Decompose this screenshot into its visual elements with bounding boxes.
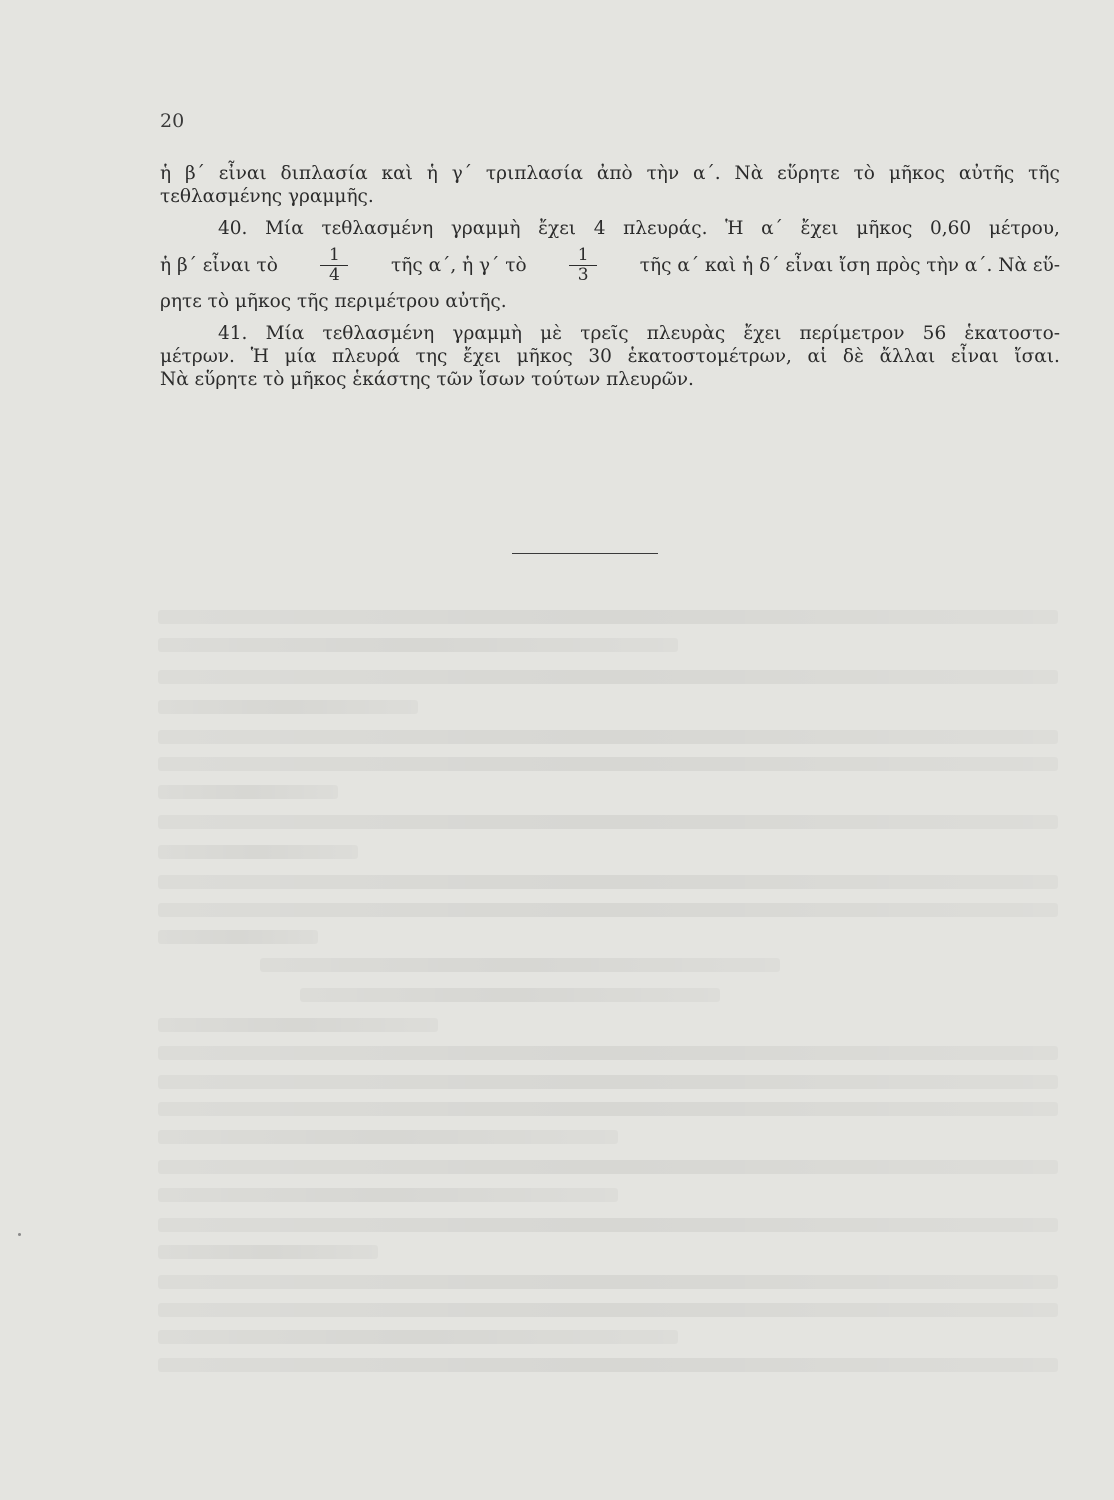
word: 4 — [593, 218, 606, 239]
word: ἔχει — [743, 323, 782, 344]
word: τὴν — [646, 163, 680, 184]
bleed-through-line — [158, 757, 1058, 771]
word: τρεῖς — [580, 323, 629, 344]
word: 56 — [922, 323, 947, 344]
word: πλευρὰς — [646, 323, 726, 344]
word: πλευρά — [331, 346, 401, 367]
word: αἱ — [807, 346, 828, 367]
bleed-through-line — [158, 1330, 678, 1344]
word: ἡ — [160, 163, 172, 184]
bleed-through-line — [158, 1160, 1058, 1174]
exercise-40-line-1 — [160, 217, 1060, 240]
line-segment: τῆς α΄, ἡ γ΄ τὸ — [391, 254, 527, 276]
word: τεθλασμένη — [321, 218, 434, 239]
bleed-through-line — [260, 958, 780, 972]
exercise-41-line-3 — [160, 368, 1060, 391]
bleed-through-line — [158, 1358, 1058, 1372]
bleed-through-line — [158, 1018, 438, 1032]
fraction-numerator: 1 — [577, 244, 589, 265]
bleed-through-line — [300, 988, 720, 1002]
word: γραμμὴ — [450, 218, 521, 239]
word: τὸ — [853, 163, 875, 184]
bleed-through-line — [158, 875, 1058, 889]
word: μέτρων. — [160, 346, 235, 367]
bleed-through-line — [158, 930, 318, 944]
bleed-through-line — [158, 700, 418, 714]
bleed-through-line — [158, 1102, 1058, 1116]
bleed-through-line — [158, 845, 358, 859]
word: τριπλασία — [485, 163, 584, 184]
word: μῆκος — [856, 218, 913, 239]
bleed-through-line — [158, 1188, 618, 1202]
bleed-through-line — [158, 638, 678, 652]
fraction-denominator: 3 — [577, 264, 589, 285]
line-text: ρητε τὸ μῆκος τῆς περιμέτρου αὐτῆς. — [160, 291, 507, 312]
word: Ἡ — [250, 346, 269, 367]
word: αὐτῆς — [958, 163, 1015, 184]
exercise-text — [160, 162, 1060, 391]
bleed-through-line — [158, 1245, 378, 1259]
word: Ἡ — [725, 218, 744, 239]
text-line-1 — [160, 162, 1060, 185]
bleed-through-line — [158, 730, 1058, 744]
fraction-numerator: 1 — [329, 244, 340, 265]
word: 30 — [588, 346, 612, 367]
bleed-through-line — [158, 1275, 1058, 1289]
exercise-40-line-2 — [160, 240, 1060, 290]
word: γραμμὴ — [452, 323, 522, 344]
bleed-through-line — [158, 785, 338, 799]
line-text: τεθλασμένης γραμμῆς. — [160, 186, 374, 207]
word: ἄλλαι — [879, 346, 936, 367]
bleed-through-line — [158, 610, 1058, 624]
exercise-41-line-2 — [160, 345, 1060, 368]
fraction-denominator: 4 — [329, 264, 340, 285]
text-line-2 — [160, 185, 1060, 208]
word: περίμετρον — [799, 323, 905, 344]
exercise-41-line-1 — [160, 322, 1060, 345]
line-segment: ἡ β΄ εἶναι τὸ — [160, 254, 278, 276]
word: Νὰ — [734, 163, 764, 184]
word: ἑκατοστομέτρων, — [627, 346, 792, 367]
word: εἶναι — [218, 163, 267, 184]
word: τεθλασμένη — [322, 323, 435, 344]
word: 0,60 — [930, 218, 972, 239]
exercise-number: 41. — [218, 323, 248, 344]
word: α΄ — [761, 218, 783, 239]
word: ἔχει — [462, 346, 501, 367]
word: εὕρητε — [777, 163, 840, 184]
bleed-through-line — [158, 903, 1058, 917]
bleed-through-line — [158, 1303, 1058, 1317]
exercise-number: 40. — [218, 218, 248, 239]
word: ἴσαι. — [1014, 346, 1060, 367]
section-divider — [512, 553, 658, 554]
bleed-through-line — [158, 1075, 1058, 1089]
word: α΄. — [693, 163, 721, 184]
word: β΄ — [184, 163, 205, 184]
word: ἀπὸ — [596, 163, 633, 184]
word: μὲ — [540, 323, 563, 344]
page-number: 20 — [160, 110, 185, 132]
line-segment: τῆς α΄ καὶ ἡ δ΄ εἶναι ἴση πρὸς τὴν α΄. Νὰ εὕ- — [639, 254, 1060, 276]
exercise-40-line-3 — [160, 290, 1060, 313]
word: γ΄ — [451, 163, 473, 184]
word: διπλασία — [280, 163, 368, 184]
word: ἔχει — [538, 218, 577, 239]
bleed-through-line — [158, 670, 1058, 684]
line-text: Νὰ εὕρητε τὸ μῆκος ἑκάστης τῶν ἴσων τούτων πλευρῶν. — [160, 369, 694, 390]
word: πλευράς. — [623, 218, 708, 239]
bleed-through-line — [158, 1130, 618, 1144]
word: τῆς — [1028, 163, 1060, 184]
word: Μία — [265, 218, 304, 239]
word: μῆκος — [888, 163, 945, 184]
word: δὲ — [842, 346, 864, 367]
word: μέτρου, — [988, 218, 1060, 239]
scan-speck — [18, 1233, 21, 1236]
word: καὶ — [381, 163, 413, 184]
bleed-through-line — [158, 1218, 1058, 1232]
bleed-through-line — [158, 1046, 1058, 1060]
word: μῆκος — [516, 346, 573, 367]
word: ἔχει — [800, 218, 839, 239]
word: Μία — [265, 323, 305, 344]
bleed-through-line — [158, 815, 1058, 829]
fraction-one-third — [569, 246, 597, 285]
word: ἑκατοστο- — [964, 323, 1060, 344]
word: εἶναι — [950, 346, 999, 367]
word: της — [415, 346, 448, 367]
fraction-one-quarter — [320, 246, 348, 285]
word: μία — [284, 346, 317, 367]
word: ἡ — [426, 163, 438, 184]
